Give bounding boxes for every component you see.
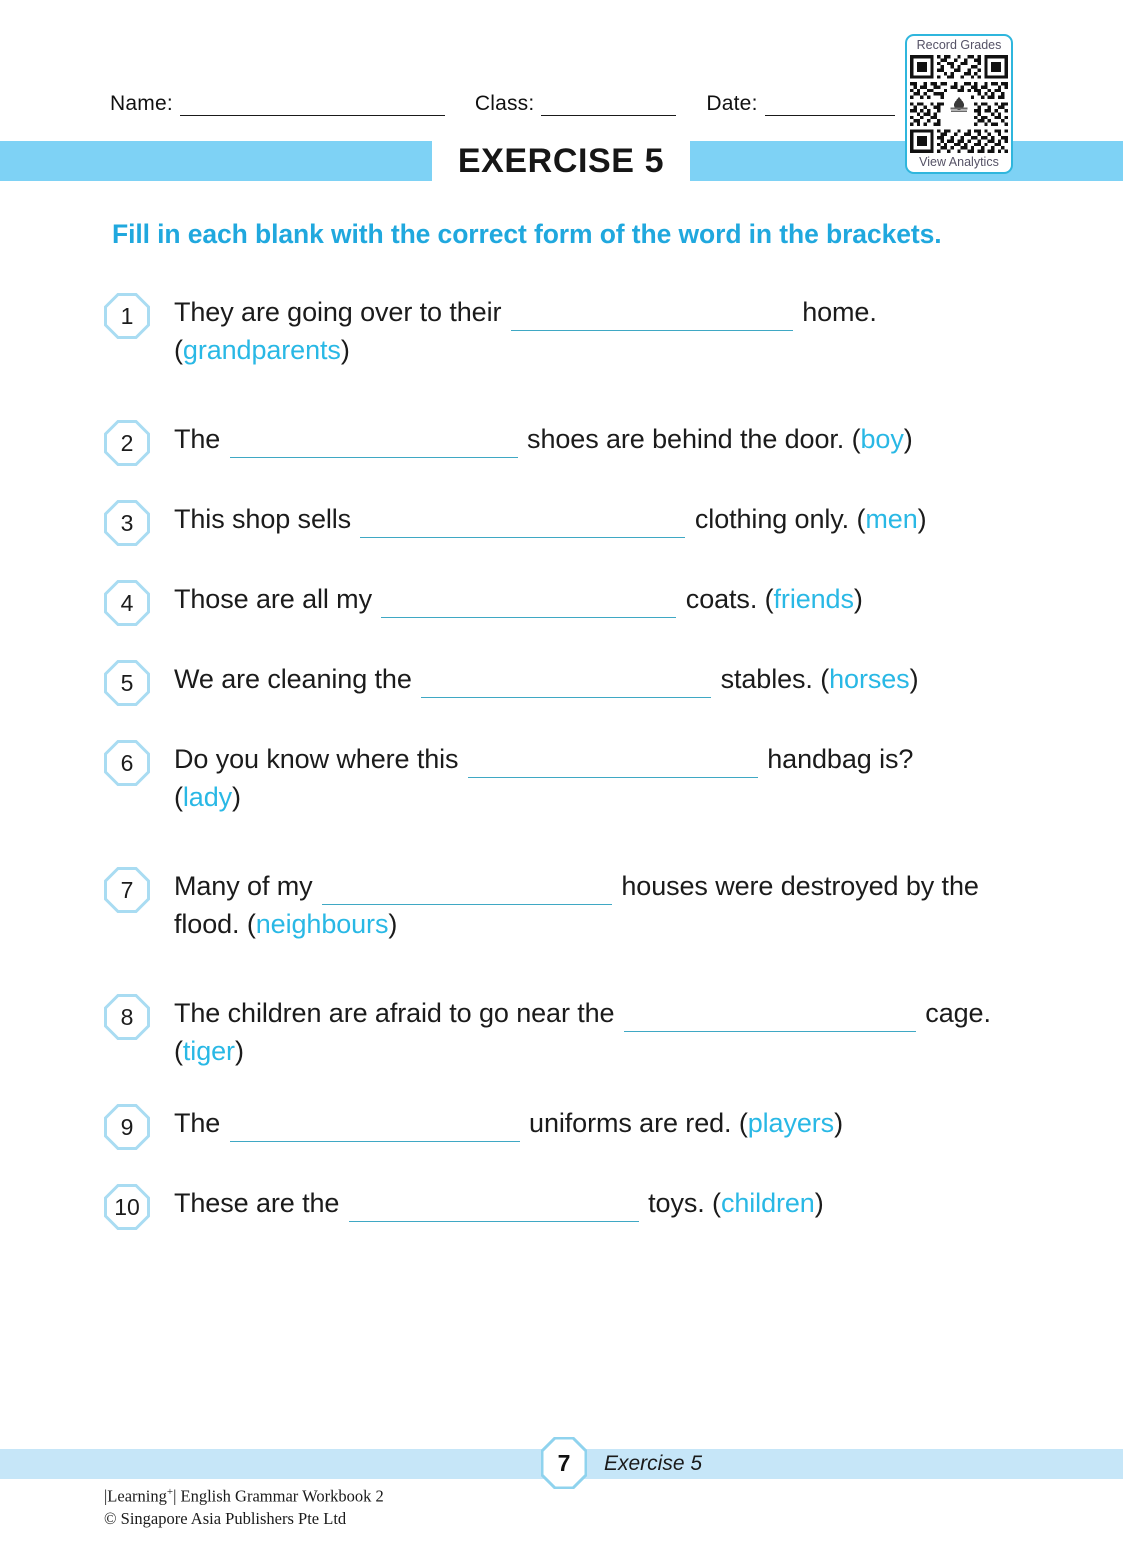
- question-text-after: home.: [802, 297, 877, 327]
- qr-code-badge[interactable]: [905, 34, 1013, 174]
- question-text: [174, 1184, 1034, 1222]
- question-text: [174, 580, 1034, 618]
- hint-word: boy: [860, 424, 904, 454]
- question-text-after: toys.: [648, 1188, 705, 1218]
- question-text-before: The: [174, 1108, 221, 1138]
- question-text-after: uniforms are red.: [529, 1108, 732, 1138]
- question-text-before: Do you know where this: [174, 744, 459, 774]
- question-text: [174, 660, 1034, 698]
- question-number: 2: [120, 429, 134, 456]
- date-field-group: [706, 93, 894, 116]
- word-hint: (boy): [844, 424, 913, 454]
- banner-left-segment: [0, 141, 432, 181]
- question-number: 1: [120, 302, 134, 329]
- question-item: [104, 293, 1034, 369]
- credit-learning-pre: |Learning: [104, 1486, 167, 1506]
- question-text-before: We are cleaning the: [174, 664, 412, 694]
- question-text: [174, 867, 1034, 943]
- question-item: [104, 420, 1034, 466]
- question-text-before: The: [174, 424, 221, 454]
- answer-blank[interactable]: [349, 1196, 639, 1222]
- question-number: 7: [120, 876, 134, 903]
- question-item: [104, 994, 1034, 1070]
- credit-plus-sup: +: [166, 1486, 174, 1498]
- answer-blank[interactable]: [624, 1006, 916, 1032]
- question-text-after: shoes are behind the door.: [527, 424, 845, 454]
- question-text: [174, 994, 1034, 1070]
- word-hint: (children): [704, 1188, 824, 1218]
- date-input-line[interactable]: [765, 95, 895, 116]
- question-text-before: Those are all my: [174, 584, 372, 614]
- hint-word: neighbours: [255, 909, 389, 939]
- question-number: 3: [120, 509, 134, 536]
- question-number: 5: [120, 669, 134, 696]
- question-item: [104, 1184, 1034, 1230]
- credit-learning-post: | English Grammar Workbook 2: [173, 1486, 384, 1506]
- question-text-before: They are going over to their: [174, 297, 502, 327]
- credit-line-1: [104, 1485, 384, 1508]
- question-item: [104, 740, 1034, 816]
- question-number-badge: [104, 420, 150, 466]
- question-text: [174, 740, 1034, 816]
- word-hint: (friends): [757, 584, 863, 614]
- question-text-after: handbag is?: [767, 744, 914, 774]
- question-list: [104, 293, 1034, 1230]
- page-title: EXERCISE 5: [457, 142, 665, 180]
- answer-blank[interactable]: [511, 305, 793, 331]
- question-text-before: The children are afraid to go near the: [174, 998, 615, 1028]
- question-text: [174, 293, 1034, 369]
- question-number-badge: [104, 500, 150, 546]
- question-number: 8: [120, 1003, 134, 1030]
- word-hint: (men): [849, 504, 927, 534]
- question-item: [104, 1104, 1034, 1150]
- question-number-badge: [104, 867, 150, 913]
- class-input-line[interactable]: [541, 95, 676, 116]
- question-text: [174, 420, 1034, 458]
- question-text-after: clothing only.: [694, 504, 850, 534]
- hint-word: friends: [773, 584, 854, 614]
- word-hint: (grandparents): [174, 335, 350, 365]
- banner-title-gap: [432, 141, 690, 181]
- question-text-after: cage.: [925, 998, 991, 1028]
- question-item: [104, 580, 1034, 626]
- question-text: [174, 1104, 1034, 1142]
- question-item: [104, 660, 1034, 706]
- word-hint: (tiger): [174, 1036, 244, 1066]
- question-number-badge: [104, 1184, 150, 1230]
- answer-blank[interactable]: [421, 672, 711, 698]
- question-item: [104, 867, 1034, 943]
- hint-word: men: [865, 504, 918, 534]
- answer-blank[interactable]: [360, 512, 685, 538]
- answer-blank[interactable]: [381, 592, 676, 618]
- question-number-badge: [104, 994, 150, 1040]
- question-number-badge: [104, 660, 150, 706]
- date-label: Date:: [706, 92, 758, 115]
- hint-word: horses: [829, 664, 910, 694]
- question-text-after: stables.: [720, 664, 813, 694]
- hint-word: players: [747, 1108, 835, 1138]
- credit-line-2: © Singapore Asia Publishers Pte Ltd: [104, 1508, 347, 1528]
- answer-blank[interactable]: [230, 1116, 520, 1142]
- word-hint: (horses): [812, 664, 919, 694]
- qr-view-analytics-label: View Analytics: [919, 154, 999, 169]
- hint-word: grandparents: [182, 335, 341, 365]
- name-label: Name:: [110, 92, 173, 115]
- question-text-before: This shop sells: [174, 504, 352, 534]
- question-number: 10: [114, 1193, 140, 1220]
- question-text-after: coats.: [685, 584, 758, 614]
- question-number: 4: [120, 589, 134, 616]
- name-input-line[interactable]: [180, 95, 445, 116]
- question-text-after: houses were destroyed by the flood.: [174, 871, 979, 939]
- qr-record-grades-label: Record Grades: [916, 38, 1002, 52]
- hint-word: children: [720, 1188, 815, 1218]
- page-number-badge: [541, 1437, 587, 1489]
- qr-code-icon: [910, 55, 1008, 153]
- student-info-row: [110, 82, 900, 116]
- name-field-group: [110, 93, 445, 116]
- instruction-text: Fill in each blank with the correct form of the word in the brackets.: [112, 219, 942, 249]
- question-number-badge: [104, 740, 150, 786]
- answer-blank[interactable]: [468, 752, 758, 778]
- word-hint: (lady): [174, 782, 241, 812]
- question-number-badge: [104, 293, 150, 339]
- question-text: [174, 500, 1034, 538]
- question-text-before: Many of my: [174, 871, 313, 901]
- answer-blank[interactable]: [322, 879, 612, 905]
- hint-word: lady: [182, 782, 233, 812]
- word-hint: (players): [731, 1108, 843, 1138]
- question-number-badge: [104, 580, 150, 626]
- answer-blank[interactable]: [230, 432, 518, 458]
- question-number: 6: [120, 749, 134, 776]
- class-label: Class:: [474, 92, 535, 115]
- question-item: [104, 500, 1034, 546]
- question-text-before: These are the: [174, 1188, 340, 1218]
- footer-exercise-label: Exercise 5: [604, 1452, 703, 1475]
- question-number: 9: [120, 1113, 134, 1140]
- question-number-badge: [104, 1104, 150, 1150]
- word-hint: (neighbours): [239, 909, 398, 939]
- page-number: 7: [557, 1449, 571, 1476]
- hint-word: tiger: [182, 1036, 235, 1066]
- class-field-group: [475, 93, 677, 116]
- publisher-credits: [104, 1485, 384, 1530]
